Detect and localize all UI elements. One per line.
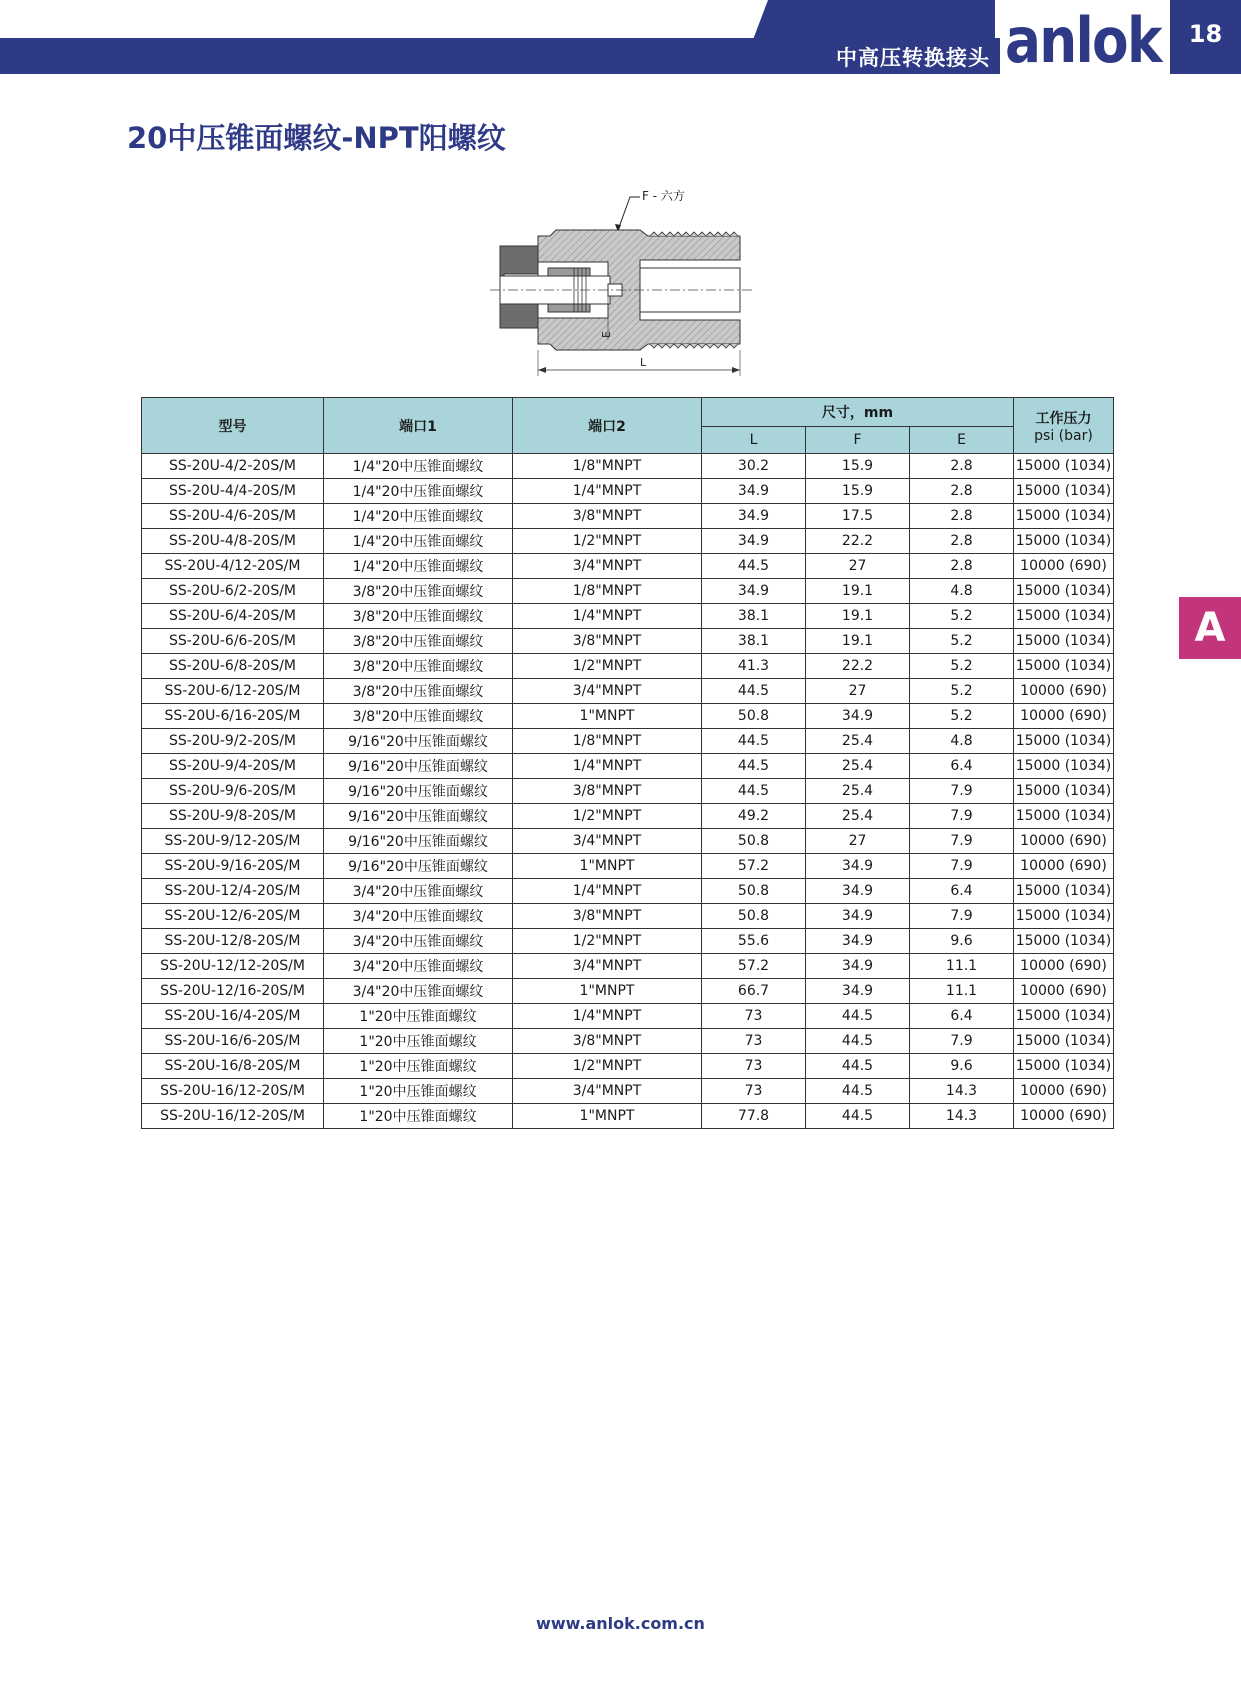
cell-pressure: 15000 (1034) <box>1014 904 1114 929</box>
cell-f: 27 <box>806 829 910 854</box>
cell-model: SS-20U-9/4-20S/M <box>142 754 324 779</box>
cell-port1: 3/4"20中压锥面螺纹 <box>324 979 513 1004</box>
table-row <box>142 1004 1114 1029</box>
cell-l: 66.7 <box>702 979 806 1004</box>
cell-pressure: 15000 (1034) <box>1014 1029 1114 1054</box>
cell-e: 5.2 <box>910 704 1014 729</box>
cell-f: 22.2 <box>806 529 910 554</box>
cell-pressure: 10000 (690) <box>1014 979 1114 1004</box>
pressure-header-line1: 工作压力 <box>1035 410 1092 427</box>
cell-pressure: 15000 (1034) <box>1014 729 1114 754</box>
cell-port1: 3/4"20中压锥面螺纹 <box>324 929 513 954</box>
cell-l: 34.9 <box>702 579 806 604</box>
table-row <box>142 454 1114 479</box>
cell-port2: 3/4"MNPT <box>513 554 702 579</box>
cell-model: SS-20U-4/12-20S/M <box>142 554 324 579</box>
cell-l: 38.1 <box>702 604 806 629</box>
cell-pressure: 15000 (1034) <box>1014 804 1114 829</box>
cell-port2: 1/4"MNPT <box>513 479 702 504</box>
cell-e: 4.8 <box>910 729 1014 754</box>
cell-pressure: 15000 (1034) <box>1014 454 1114 479</box>
cell-model: SS-20U-12/8-20S/M <box>142 929 324 954</box>
cell-e: 7.9 <box>910 854 1014 879</box>
table-row <box>142 979 1114 1004</box>
cell-model: SS-20U-16/12-20S/M <box>142 1079 324 1104</box>
cell-e: 4.8 <box>910 579 1014 604</box>
table-row <box>142 504 1114 529</box>
cell-port2: 1/2"MNPT <box>513 1054 702 1079</box>
col-header-l: L <box>702 427 806 454</box>
table-row <box>142 804 1114 829</box>
cell-model: SS-20U-6/12-20S/M <box>142 679 324 704</box>
cell-model: SS-20U-16/4-20S/M <box>142 1004 324 1029</box>
cell-f: 27 <box>806 554 910 579</box>
cell-port2: 3/4"MNPT <box>513 954 702 979</box>
cell-pressure: 15000 (1034) <box>1014 1004 1114 1029</box>
dim-e-label: E <box>600 331 613 338</box>
col-header-port1: 端口1 <box>324 398 513 454</box>
cell-port1: 1"20中压锥面螺纹 <box>324 1029 513 1054</box>
cell-f: 22.2 <box>806 654 910 679</box>
cell-f: 34.9 <box>806 979 910 1004</box>
table-row <box>142 829 1114 854</box>
cell-l: 41.3 <box>702 654 806 679</box>
cell-pressure: 15000 (1034) <box>1014 604 1114 629</box>
cell-port1: 3/4"20中压锥面螺纹 <box>324 879 513 904</box>
cell-port2: 1/2"MNPT <box>513 529 702 554</box>
cell-l: 57.2 <box>702 854 806 879</box>
cell-model: SS-20U-4/2-20S/M <box>142 454 324 479</box>
cell-model: SS-20U-6/2-20S/M <box>142 579 324 604</box>
cell-port1: 1"20中压锥面螺纹 <box>324 1054 513 1079</box>
cell-port2: 3/8"MNPT <box>513 1029 702 1054</box>
cell-model: SS-20U-16/6-20S/M <box>142 1029 324 1054</box>
cell-port1: 1/4"20中压锥面螺纹 <box>324 479 513 504</box>
cell-pressure: 15000 (1034) <box>1014 504 1114 529</box>
cell-e: 14.3 <box>910 1104 1014 1129</box>
cell-model: SS-20U-16/12-20S/M <box>142 1104 324 1129</box>
cell-port2: 1/8"MNPT <box>513 729 702 754</box>
table-row <box>142 604 1114 629</box>
table-row <box>142 779 1114 804</box>
cell-port1: 3/8"20中压锥面螺纹 <box>324 604 513 629</box>
table-row <box>142 579 1114 604</box>
cell-f: 34.9 <box>806 904 910 929</box>
cell-l: 77.8 <box>702 1104 806 1129</box>
cell-f: 17.5 <box>806 504 910 529</box>
cell-f: 44.5 <box>806 1029 910 1054</box>
cell-port1: 3/8"20中压锥面螺纹 <box>324 629 513 654</box>
cell-port1: 9/16"20中压锥面螺纹 <box>324 804 513 829</box>
cell-l: 50.8 <box>702 879 806 904</box>
cell-model: SS-20U-12/12-20S/M <box>142 954 324 979</box>
cell-pressure: 15000 (1034) <box>1014 754 1114 779</box>
cell-pressure: 15000 (1034) <box>1014 879 1114 904</box>
cell-l: 50.8 <box>702 904 806 929</box>
cell-pressure: 15000 (1034) <box>1014 1054 1114 1079</box>
cell-l: 34.9 <box>702 529 806 554</box>
cell-port2: 1/8"MNPT <box>513 454 702 479</box>
cell-l: 73 <box>702 1029 806 1054</box>
hex-label: F - 六方 <box>642 189 685 203</box>
col-header-pressure <box>1014 398 1114 454</box>
cell-e: 7.9 <box>910 779 1014 804</box>
cell-port2: 3/8"MNPT <box>513 904 702 929</box>
table-row <box>142 479 1114 504</box>
cell-port1: 1"20中压锥面螺纹 <box>324 1079 513 1104</box>
cell-model: SS-20U-6/4-20S/M <box>142 604 324 629</box>
cell-f: 34.9 <box>806 954 910 979</box>
cell-e: 11.1 <box>910 979 1014 1004</box>
table-row <box>142 654 1114 679</box>
cell-e: 5.2 <box>910 679 1014 704</box>
cell-port1: 1/4"20中压锥面螺纹 <box>324 454 513 479</box>
cell-port2: 3/4"MNPT <box>513 829 702 854</box>
table-row <box>142 729 1114 754</box>
cell-port2: 1/4"MNPT <box>513 754 702 779</box>
pressure-header-line2: psi (bar) <box>1034 427 1093 444</box>
table-row <box>142 954 1114 979</box>
cell-f: 25.4 <box>806 729 910 754</box>
header-section-title: 中高压转换接头 <box>836 46 990 70</box>
cell-port1: 9/16"20中压锥面螺纹 <box>324 729 513 754</box>
cell-f: 34.9 <box>806 704 910 729</box>
cell-l: 73 <box>702 1079 806 1104</box>
cell-pressure: 10000 (690) <box>1014 1079 1114 1104</box>
table-row <box>142 1029 1114 1054</box>
cell-port2: 3/4"MNPT <box>513 679 702 704</box>
fitting-cross-section-diagram <box>490 180 770 380</box>
cell-l: 50.8 <box>702 704 806 729</box>
cell-l: 44.5 <box>702 729 806 754</box>
cell-model: SS-20U-4/8-20S/M <box>142 529 324 554</box>
cell-e: 7.9 <box>910 829 1014 854</box>
cell-pressure: 15000 (1034) <box>1014 779 1114 804</box>
cell-model: SS-20U-16/8-20S/M <box>142 1054 324 1079</box>
cell-model: SS-20U-12/4-20S/M <box>142 879 324 904</box>
dim-l-label: L <box>640 356 647 369</box>
cell-e: 11.1 <box>910 954 1014 979</box>
cell-port1: 3/8"20中压锥面螺纹 <box>324 654 513 679</box>
cell-model: SS-20U-6/6-20S/M <box>142 629 324 654</box>
cell-f: 15.9 <box>806 454 910 479</box>
table-row <box>142 854 1114 879</box>
cell-f: 25.4 <box>806 804 910 829</box>
cell-port1: 3/8"20中压锥面螺纹 <box>324 704 513 729</box>
cell-port2: 1/2"MNPT <box>513 654 702 679</box>
cell-e: 2.8 <box>910 554 1014 579</box>
cell-l: 44.5 <box>702 554 806 579</box>
table-row <box>142 879 1114 904</box>
cell-e: 5.2 <box>910 629 1014 654</box>
cell-l: 57.2 <box>702 954 806 979</box>
table-row <box>142 904 1114 929</box>
cell-f: 44.5 <box>806 1079 910 1104</box>
cell-pressure: 10000 (690) <box>1014 704 1114 729</box>
cell-model: SS-20U-4/4-20S/M <box>142 479 324 504</box>
table-row <box>142 679 1114 704</box>
cell-e: 6.4 <box>910 754 1014 779</box>
table-row <box>142 1079 1114 1104</box>
brand-logo: anlok <box>1005 4 1161 77</box>
cell-l: 44.5 <box>702 754 806 779</box>
cell-port1: 1/4"20中压锥面螺纹 <box>324 529 513 554</box>
cell-f: 34.9 <box>806 854 910 879</box>
cell-model: SS-20U-6/16-20S/M <box>142 704 324 729</box>
cell-port2: 1/4"MNPT <box>513 879 702 904</box>
cell-port1: 9/16"20中压锥面螺纹 <box>324 829 513 854</box>
cell-port2: 1/2"MNPT <box>513 804 702 829</box>
cell-l: 44.5 <box>702 779 806 804</box>
cell-model: SS-20U-9/8-20S/M <box>142 804 324 829</box>
cell-pressure: 10000 (690) <box>1014 554 1114 579</box>
col-header-port2: 端口2 <box>513 398 702 454</box>
cell-port1: 9/16"20中压锥面螺纹 <box>324 779 513 804</box>
cell-f: 15.9 <box>806 479 910 504</box>
cell-f: 34.9 <box>806 929 910 954</box>
cell-port2: 3/8"MNPT <box>513 779 702 804</box>
cell-port1: 1/4"20中压锥面螺纹 <box>324 504 513 529</box>
table-row <box>142 1104 1114 1129</box>
cell-port1: 9/16"20中压锥面螺纹 <box>324 754 513 779</box>
col-header-e: E <box>910 427 1014 454</box>
cell-port2: 3/8"MNPT <box>513 504 702 529</box>
cell-f: 44.5 <box>806 1054 910 1079</box>
cell-e: 2.8 <box>910 454 1014 479</box>
cell-e: 7.9 <box>910 1029 1014 1054</box>
cell-l: 38.1 <box>702 629 806 654</box>
cell-port1: 3/4"20中压锥面螺纹 <box>324 954 513 979</box>
cell-l: 50.8 <box>702 829 806 854</box>
col-header-model: 型号 <box>142 398 324 454</box>
cell-l: 30.2 <box>702 454 806 479</box>
cell-port1: 9/16"20中压锥面螺纹 <box>324 854 513 879</box>
cell-l: 34.9 <box>702 479 806 504</box>
cell-pressure: 10000 (690) <box>1014 1104 1114 1129</box>
cell-l: 49.2 <box>702 804 806 829</box>
cell-e: 9.6 <box>910 929 1014 954</box>
cell-l: 34.9 <box>702 504 806 529</box>
cell-pressure: 15000 (1034) <box>1014 929 1114 954</box>
cell-f: 34.9 <box>806 879 910 904</box>
cell-port2: 1"MNPT <box>513 704 702 729</box>
cell-model: SS-20U-9/6-20S/M <box>142 779 324 804</box>
cell-port1: 3/8"20中压锥面螺纹 <box>324 579 513 604</box>
cell-l: 55.6 <box>702 929 806 954</box>
cell-f: 25.4 <box>806 779 910 804</box>
cell-port2: 1"MNPT <box>513 1104 702 1129</box>
cell-e: 7.9 <box>910 904 1014 929</box>
table-row <box>142 754 1114 779</box>
cell-e: 7.9 <box>910 804 1014 829</box>
cell-e: 14.3 <box>910 1079 1014 1104</box>
cell-pressure: 15000 (1034) <box>1014 479 1114 504</box>
cell-pressure: 10000 (690) <box>1014 829 1114 854</box>
cell-port1: 3/8"20中压锥面螺纹 <box>324 679 513 704</box>
table-row <box>142 1054 1114 1079</box>
cell-pressure: 15000 (1034) <box>1014 579 1114 604</box>
cell-pressure: 10000 (690) <box>1014 854 1114 879</box>
cell-port1: 3/4"20中压锥面螺纹 <box>324 904 513 929</box>
cell-model: SS-20U-12/16-20S/M <box>142 979 324 1004</box>
cell-port1: 1/4"20中压锥面螺纹 <box>324 554 513 579</box>
cell-model: SS-20U-4/6-20S/M <box>142 504 324 529</box>
cell-port2: 1/2"MNPT <box>513 929 702 954</box>
cell-port2: 1"MNPT <box>513 979 702 1004</box>
cell-e: 6.4 <box>910 879 1014 904</box>
cell-pressure: 10000 (690) <box>1014 954 1114 979</box>
cell-model: SS-20U-9/16-20S/M <box>142 854 324 879</box>
cell-port2: 1/8"MNPT <box>513 579 702 604</box>
section-side-tab[interactable]: A <box>1179 597 1241 659</box>
table-row <box>142 529 1114 554</box>
cell-model: SS-20U-12/6-20S/M <box>142 904 324 929</box>
cell-port2: 3/4"MNPT <box>513 1079 702 1104</box>
cell-l: 44.5 <box>702 679 806 704</box>
cell-pressure: 15000 (1034) <box>1014 654 1114 679</box>
cell-pressure: 10000 (690) <box>1014 679 1114 704</box>
cell-e: 2.8 <box>910 479 1014 504</box>
cell-port2: 1/4"MNPT <box>513 604 702 629</box>
col-header-f: F <box>806 427 910 454</box>
page-number-box <box>1170 0 1241 74</box>
cell-f: 27 <box>806 679 910 704</box>
cell-l: 73 <box>702 1054 806 1079</box>
cell-model: SS-20U-9/2-20S/M <box>142 729 324 754</box>
page-number: 18 <box>1188 20 1223 48</box>
cell-pressure: 15000 (1034) <box>1014 629 1114 654</box>
cell-model: SS-20U-6/8-20S/M <box>142 654 324 679</box>
table-row <box>142 629 1114 654</box>
cell-f: 25.4 <box>806 754 910 779</box>
cell-l: 73 <box>702 1004 806 1029</box>
col-header-dimensions: 尺寸，mm <box>702 398 1014 427</box>
footer-url[interactable]: www.anlok.com.cn <box>536 1614 705 1633</box>
spec-table <box>141 397 1114 1129</box>
table-row <box>142 704 1114 729</box>
cell-pressure: 15000 (1034) <box>1014 529 1114 554</box>
table-row <box>142 929 1114 954</box>
cell-f: 44.5 <box>806 1004 910 1029</box>
page-title: 20中压锥面螺纹-NPT阳螺纹 <box>127 121 506 155</box>
cell-model: SS-20U-9/12-20S/M <box>142 829 324 854</box>
table-row <box>142 554 1114 579</box>
cell-port1: 1"20中压锥面螺纹 <box>324 1004 513 1029</box>
cell-f: 19.1 <box>806 629 910 654</box>
cell-port2: 1/4"MNPT <box>513 1004 702 1029</box>
cell-port2: 1"MNPT <box>513 854 702 879</box>
cell-f: 44.5 <box>806 1104 910 1129</box>
cell-port2: 3/8"MNPT <box>513 629 702 654</box>
cell-port1: 1"20中压锥面螺纹 <box>324 1104 513 1129</box>
cell-e: 2.8 <box>910 529 1014 554</box>
cell-f: 19.1 <box>806 604 910 629</box>
cell-e: 5.2 <box>910 654 1014 679</box>
cell-f: 19.1 <box>806 579 910 604</box>
cell-e: 9.6 <box>910 1054 1014 1079</box>
cell-e: 6.4 <box>910 1004 1014 1029</box>
cell-e: 2.8 <box>910 504 1014 529</box>
cell-e: 5.2 <box>910 604 1014 629</box>
